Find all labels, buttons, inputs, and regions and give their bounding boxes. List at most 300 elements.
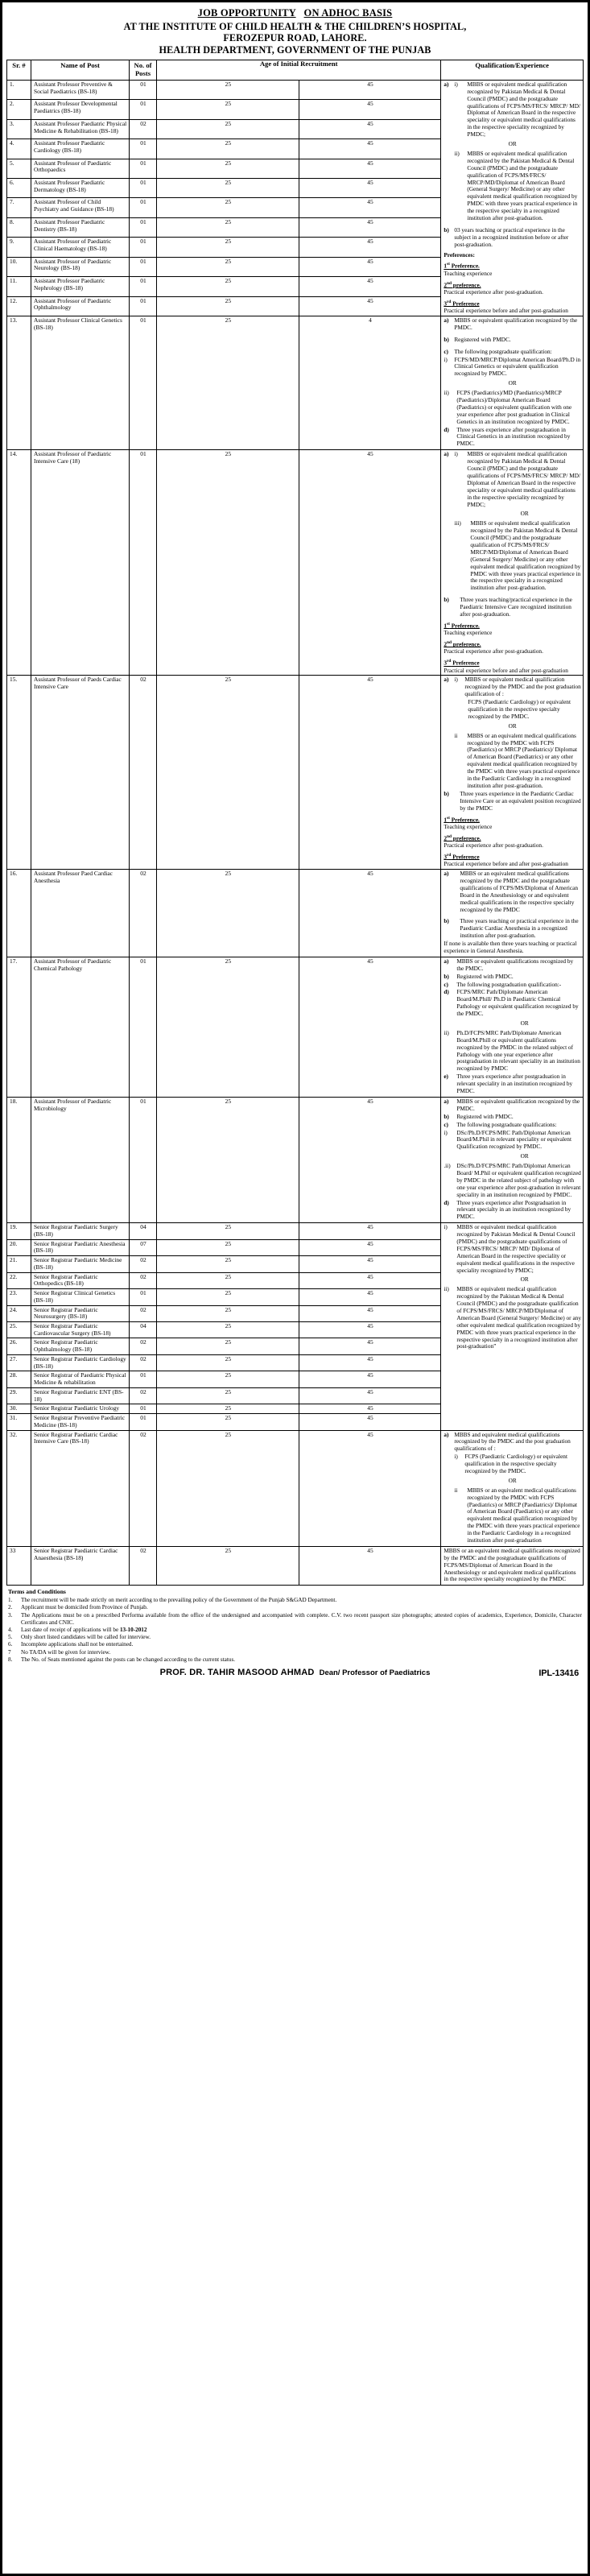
qual-pcicu-i [444,676,581,698]
row-post-name: Assistant Professor Developmental Paediatrics (BS-18) [31,100,130,119]
terms-item [8,1597,582,1604]
qualification-block-sr-cardiac-anesthesia [444,1548,581,1583]
row-posts: 02 [130,1546,157,1585]
row-posts: 01 [130,1097,157,1222]
row-post-name: Senior Registrar Paediatric Neurosurgery (BS-18) [31,1305,130,1321]
marker-b: b) [444,917,449,925]
qual-cg-d-text: Three years experience after postgraduation in Clinical Genetics in an institution recognized by PMDC. [456,425,571,448]
row-age-min: 25 [157,1546,299,1585]
pref1-rest: Preference. [449,815,480,823]
qual-mb-ii-text: DSc/Ph.D/FCPS/MRC Path/Diplomat American Board/ M.Phil or equivalent qualification recognized by PMDC in the related subject of pathology with one year experience after post-graduation in relevant speciality in an institution recognized by PMDC. [456,1162,581,1198]
qual-mb-c-text: The following postgraduate qualifications: [456,1120,557,1128]
qual-a-or: OR [508,140,517,148]
row-sr: 27. [7,1354,31,1371]
row-sr: 31. [7,1414,31,1430]
row-posts: 02 [130,870,157,957]
marker-a: a) [444,957,449,965]
qual-picu-iii [444,520,581,592]
qual-mb-a [444,1098,581,1113]
preference-2 [444,834,581,850]
pref1-sup: st [446,621,450,626]
qual-pcicu-b [444,791,581,812]
terms-item-text: Applicant must be domiciled from Province of Punjab. [21,1604,148,1611]
preference-3-text: Practical experience before and after post-graduation [444,860,568,868]
row-post-name: Assistant Professor Paed Cardiac Anesthesia [31,870,130,957]
row-age-min: 25 [157,1404,299,1414]
row-post-name: Assistant Professor of Paediatric Clinical Haematology (BS-18) [31,238,130,257]
row-age-min: 25 [157,159,299,178]
row-post-name: Assistant Professor of Paediatric Microbiology [31,1097,130,1222]
qual-srci-i [444,1453,581,1475]
row-posts: 01 [130,217,157,237]
row-posts: 02 [130,676,157,870]
pref2-sup: nd [446,280,452,286]
qualification-block-a [444,81,581,315]
marker-ii: ii) [444,1028,449,1036]
row-age-min: 25 [157,1354,299,1371]
row-sr: 6. [7,179,31,198]
terms-item-number: 4. [8,1626,13,1633]
marker-i: i) [454,1453,458,1461]
row-age-max: 45 [299,296,441,316]
preference-3 [444,300,581,315]
terms-item-number: 6. [8,1641,13,1648]
marker-a: a) [444,1430,449,1438]
row-age-min: 25 [157,277,299,296]
row-post-name: Senior Registrar Paediatric Cardiology (BS-18) [31,1354,130,1371]
marker-c: c) [444,347,448,355]
row-post-name: Assistant Professor of Paediatric Orthopaedics [31,159,130,178]
table-row [7,450,584,676]
marker-b: b) [444,1112,449,1120]
qual-srci-a-text: MBBS and equivalent medical qualifications recognized by the PMDC and the post graduation qualifications of : [454,1430,571,1453]
col-header-age-label: Age of Initial Recruitment [259,60,338,68]
pref1-num: 1 [444,815,447,823]
col-header-qualification: Qualification/Experience [441,60,584,81]
qualification-block-senior-registrar [444,1224,581,1350]
row-post-name: Senior Registrar Paediatric Surgery (BS-18) [31,1223,130,1239]
marker-b: b) [444,335,449,343]
qual-pcicu-i-text2: FCPS (Paediatric Cardiology) or equivalent qualification in the respective specialty recognized by the PMDC. [468,698,571,720]
table-row [7,80,584,99]
row-sr: 28. [7,1371,31,1387]
terms-item [8,1627,582,1634]
marker-i: i) [454,450,458,458]
row-posts: 01 [130,957,157,1097]
marker-a: a) [444,1097,449,1105]
terms-item-number: 2. [8,1604,13,1611]
row-posts: 02 [130,1272,157,1288]
qual-cg-b-text: Registered with PMDC. [454,335,511,343]
col-header-age [157,60,441,81]
row-post-name: Assistant Professor Clinical Genetics (BS-18) [31,316,130,450]
row-age-max: 45 [299,1430,441,1546]
row-age-min: 25 [157,1430,299,1546]
row-sr: 15. [7,676,31,870]
col-header-sr: Sr. # [7,60,31,81]
terms-item-text: Last date of receipt of applications will be [21,1626,120,1633]
row-post-name: Assistant Professor Paediatric Dermatology (BS-18) [31,179,130,198]
preference-3-text: Practical experience before and after post-graduation [444,307,568,315]
row-sr: 14. [7,450,31,676]
row-age-min: 25 [157,1272,299,1288]
terms-title: Terms and Conditions [8,1588,66,1596]
row-age-max: 45 [299,1387,441,1404]
pref3-sup: rd [446,299,452,304]
row-age-min: 25 [157,179,299,198]
row-age-max: 45 [299,1546,441,1585]
qual-picu-iii-text: MBBS or equivalent medical qualification recognized by the Pakistan Medical & Dental Council (PMDC) and the postgraduate qualification of FCPS/MS/FRCS/ MRCP/MD/Diplomat of American Board (General Surgery/ Medicine) or any other equivalent medical qualification recognized by PMDC with three years practical experience in the respective specialty in a recognized institution after post-graduation. [470,519,581,592]
pref3-num: 3 [444,659,447,667]
row-posts: 04 [130,1322,157,1338]
row-age-min: 25 [157,1239,299,1255]
table-body [7,80,584,1585]
reference-code: IPL-13416 [538,1668,579,1679]
row-age-min: 25 [157,257,299,276]
qual-picu-i [444,451,581,508]
row-sr: 11. [7,277,31,296]
row-sr: 13. [7,316,31,450]
row-age-min: 25 [157,198,299,217]
terms-item-text: Incomplete applications shall not be entertained. [21,1641,134,1648]
row-age-max: 45 [299,1371,441,1387]
marker-i: i) [444,355,448,363]
qual-mb-or: OR [520,1152,529,1160]
row-age-max: 45 [299,217,441,237]
qualification-block-paeds-cardiac-icu [444,676,581,868]
row-post-name: Assistant Professor of Paediatric Chemical Pathology [31,957,130,1097]
pref2-rest: preference. [451,640,481,648]
qual-cp-b-text: Registered with PMDC. [456,972,514,980]
qual-pcicu-ii [444,733,581,790]
qual-cg-a-text: MBBS or equivalent qualification recognized by the PMDC. [454,316,578,331]
row-age-min: 25 [157,1223,299,1239]
terms-and-conditions [6,1588,584,1664]
terms-item-text-wrap [21,1627,582,1634]
preference-2-text: Practical experience after post-graduation. [444,841,543,850]
row-sr: 12. [7,296,31,316]
row-posts: 02 [130,119,157,139]
row-posts: 02 [130,1338,157,1354]
terms-item [8,1604,582,1611]
terms-item [8,1612,582,1627]
preference-1 [444,816,581,831]
qual-picu-or: OR [520,510,529,518]
row-sr: 25. [7,1322,31,1338]
qual-cp-or: OR [520,1019,529,1028]
qual-srci-or: OR [508,1476,517,1484]
terms-item-text: Only short listed candidates will be called for interview. [21,1634,151,1641]
row-age-max: 45 [299,870,441,957]
qual-pcicu-ii-text: MBBS or an equivalent medical qualifications recognized by the PMDC with FCPS (Paediatrics) or MRCP (Paediatrics)/ Diplomat of American Board (Paediatrics) or any other equivalent medical qualification recognized by the PMDC with three years practical experience in the Paediatric Cardiology in a recognized institution after post-graduation. [467,731,580,789]
qualification-cell-picu [441,450,584,676]
qualification-cell-chemical-pathology [441,957,584,1097]
row-posts: 02 [130,1354,157,1371]
qual-mb-i-text: DSc/Ph.D/FCPS/MRC Path/Diplomat American Board/M.Phil in relevant speciality or equivalent Qualification recognized by PMDC. [456,1128,571,1151]
terms-item-number: 5. [8,1634,13,1641]
row-sr: 5. [7,159,31,178]
row-age-min: 25 [157,119,299,139]
row-age-min: 25 [157,676,299,870]
row-posts: 01 [130,198,157,217]
pref1-num: 1 [444,262,447,270]
preference-1-text: Teaching experience [444,269,493,277]
row-sr: 18. [7,1097,31,1222]
row-posts: 01 [130,257,157,276]
row-posts: 02 [130,1256,157,1272]
row-sr: 26. [7,1338,31,1354]
table-row [7,676,584,870]
qual-ca-a-text: MBBS or an equivalent medical qualifications recognized by the PMDC and the postgraduate qualifications of FCPS/MS/Diplomat of American Board in the Anesthesiology or and equivalent medical qualifications in the respective specialty recognized by the PMDC [460,870,579,913]
row-sr: 8. [7,217,31,237]
row-posts: 01 [130,159,157,178]
preference-2 [444,281,581,296]
row-post-name: Senior Registrar Paediatric Anesthesia (BS-18) [31,1239,130,1255]
marker-c: c) [444,1120,448,1128]
qual-sr-ii-text: MBBS or equivalent medical qualification recognized by the Pakistan Medical & Dental Council (PMDC) and the postgraduate qualification of FCPS/MS/FRCS/ MRCP/MD/Diplomat of American Board (General Surgery/ Medicine) or any other equivalent medical qualification recognized by PMDC with three years practical experience in the respective specialty in a recognized institution after post-graduation” [456,1285,581,1350]
row-post-name: Assistant Professor Paediatric Nephrology (BS-18) [31,277,130,296]
table-header-row [7,60,584,81]
row-sr: 4. [7,139,31,159]
table-row [7,870,584,957]
signature-line [6,1668,584,1679]
col-header-name: Name of Post [31,60,130,81]
row-post-name: Senior Registrar Paediatric Ophthalmology (BS-18) [31,1338,130,1354]
marker-d: d) [444,425,449,433]
row-age-max: 4 [299,316,441,450]
row-post-name: Senior Registrar Preventive Paediatric Medicine (BS-18) [31,1414,130,1430]
row-posts: 01 [130,1371,157,1387]
row-age-min: 25 [157,1097,299,1222]
qual-cp-ii [444,1030,581,1073]
pref1-rest: Preference. [449,262,480,270]
row-posts: 01 [130,1414,157,1430]
qualification-block-clinical-genetics [444,317,581,448]
qualification-block-cardiac-anesthesia [444,870,581,955]
terms-item [8,1656,582,1664]
row-age-min: 25 [157,217,299,237]
signatory-role: Dean/ Professor of Paediatrics [319,1668,431,1678]
qual-sr-i-text: MBBS or equivalent medical qualification recognized by Pakistan Medical & Dental Council (PMDC) and the postgraduate qualifications of FCPS/MS/FRCS/ MRCP/ MD/ Diplomat of American Board in the respective speciality or equivalent medical qualifications in the respective speciality recognized by PMDC; [456,1223,576,1274]
title-part-2: ON ADHOC BASIS [303,7,393,19]
row-age-max: 45 [299,450,441,676]
qual-cp-e [444,1073,581,1095]
preference-3-text: Practical experience before and after post-graduation [444,666,568,674]
qual-picu-b [444,597,581,618]
qual-cp-e-text: Three years experience after postgraduation in relevant speciality in an institution recognized by PMDC. [456,1073,573,1095]
preference-1-text: Teaching experience [444,822,493,830]
row-post-name: Assistant Professor of Paediatric Intensive Care (18) [31,450,130,676]
marker-a: a) [444,316,449,325]
row-post-name: Senior Registrar Paediatric Cardiac Intensive Care (BS-18) [31,1430,130,1546]
marker-ii: ii) [444,389,449,397]
preferences-heading: Preferences: [444,250,475,258]
qual-cp-d [444,989,581,1018]
preference-1-text: Teaching experience [444,629,493,637]
terms-item [8,1649,582,1656]
preference-3 [444,659,581,674]
marker-ii: ii) [444,1285,449,1293]
qualification-cell-microbiology [441,1097,584,1222]
row-sr: 10. [7,257,31,276]
document-header [6,6,584,58]
row-age-max: 45 [299,159,441,178]
qual-mb-c [444,1122,581,1129]
qualification-cell-senior-registrar [441,1223,584,1430]
preference-2-text: Practical experience after post-graduation. [444,647,543,655]
qual-picu-b-text: Three years teaching/practical experience in the Paediatric Intensive Care recognized institution after post-graduation. [460,596,572,618]
qual-sr-i [444,1224,581,1274]
row-age-min: 25 [157,1289,299,1305]
terms-item-text: The recruitment will be made strictly on merit according to the prevailing policy of the Government of the Punjab S&GAD Department. [21,1597,337,1604]
qual-pcicu-or: OR [508,722,517,730]
row-age-min: 25 [157,316,299,450]
row-sr: 2. [7,100,31,119]
row-post-name: Assistant Professor of Paediatric Ophthalmology [31,296,130,316]
department-line: HEALTH DEPARTMENT, GOVERNMENT OF THE PUNJAB [159,43,431,56]
row-posts: 01 [130,296,157,316]
row-age-min: 25 [157,870,299,957]
row-age-min: 25 [157,139,299,159]
marker-b: b) [444,225,449,234]
row-age-max: 45 [299,1338,441,1354]
row-post-name: Senior Registrar of Paediatric Physical Medicine & rehabilitation [31,1371,130,1387]
terms-item-text: The No. of Seats mentioned against the posts can be changed according to the current status. [21,1656,236,1663]
row-age-min: 25 [157,1322,299,1338]
pref2-num: 2 [444,281,447,289]
qual-cp-b [444,974,581,981]
row-sr: 23. [7,1289,31,1305]
qual-sr-ii [444,1286,581,1350]
row-age-min: 25 [157,80,299,99]
qual-a-b-text: 03 years teaching or practical experience in the subject in a recognized institution before or after post-graduation. [454,225,569,248]
qual-a-i [444,81,581,139]
row-post-name: Assistant Professor Paediatric Physical Medicine & Rehabilitation (BS-18) [31,119,130,139]
row-age-min: 25 [157,1387,299,1404]
address-line: FEROZEPUR ROAD, LAHORE. [223,32,367,44]
qual-mb-i [444,1130,581,1152]
terms-item [8,1634,582,1641]
row-age-min: 25 [157,238,299,257]
marker-ii: ii [454,1486,458,1494]
pref2-sup: nd [446,833,452,839]
qual-cg-i [444,357,581,378]
qual-srci-a [444,1432,581,1453]
qual-cp-c-text: The following postgraduation qualification:- [456,980,562,988]
row-posts: 01 [130,139,157,159]
institute-line: AT THE INSTITUTE OF CHILD HEALTH & THE CHILDREN’S HOSPITAL, [123,21,467,32]
marker-i: i) [454,676,458,684]
pref2-num: 2 [444,640,447,648]
row-age-max: 45 [299,198,441,217]
qual-cp-a [444,958,581,973]
terms-item [8,1641,582,1648]
row-age-min: 25 [157,296,299,316]
row-age-max: 45 [299,119,441,139]
qual-cp-d-text: FCPS/MRC Path/Diplomate American Board/M.Phill/ Ph.D in Paediatric Chemical Pathology or equivalent qualification recognized by the PMDC. [456,988,579,1018]
qual-sr-or: OR [520,1276,529,1284]
row-age-max: 45 [299,676,441,870]
row-sr: 16. [7,870,31,957]
row-sr: 29. [7,1387,31,1404]
qual-mb-b [444,1114,581,1121]
table-row [7,316,584,450]
qual-cg-a [444,317,581,332]
qual-srci-i-text: FCPS (Paediatric Cardiology) or equivalent qualification in the respective specialty recognized by the PMDC. [464,1453,567,1474]
row-post-name: Senior Registrar Paediatric ENT (BS-18) [31,1387,130,1404]
table-head [7,60,584,81]
qual-cp-a-text: MBBS or equivalent qualifications recognized by the PMDC. [456,957,574,972]
row-sr: 3. [7,119,31,139]
row-sr: 20. [7,1239,31,1255]
row-age-max: 45 [299,100,441,119]
qualification-block-chemical-pathology [444,958,581,1095]
marker-i: i) [454,80,458,88]
row-post-name: Senior Registrar Paediatric Cardiovascular Surgery (BS-18) [31,1322,130,1338]
marker-a: a) [444,870,449,878]
terms-item-number: 7 [8,1648,11,1656]
qual-cg-c [444,349,581,356]
row-post-name: Assistant Professor Paediatric Dentistry (BS-18) [31,217,130,237]
preference-2-text: Practical experience after post-graduation. [444,287,543,296]
row-posts: 01 [130,238,157,257]
title-part-1: JOB OPPORTUNITY [197,7,296,19]
row-age-min: 25 [157,450,299,676]
marker-iii: iii) [454,519,461,527]
row-age-max: 45 [299,1272,441,1288]
qual-mb-a-text: MBBS or equivalent qualification recognized by the PMDC. [456,1097,580,1112]
row-post-name: Assistant Professor Preventive & Social Paediatrics (BS-18) [31,80,130,99]
qualification-cell-sr-cardiac-anesthesia [441,1546,584,1585]
qual-a-i-text: MBBS or equivalent medical qualification recognized by Pakistan Medical & Dental Council (PMDC) and the postgraduate qualifications of FCPS/MS/FRCS/ MRCP/ MD/ Diplomat of American Board in the respective speciality or equivalent medical qualifications in the respective speciality recognized by PMDC; [467,80,581,139]
row-sr: 1. [7,80,31,99]
row-age-max: 45 [299,957,441,1097]
marker-b: b) [444,596,449,604]
row-sr: 17. [7,957,31,1097]
pref2-num: 2 [444,834,447,842]
row-sr: 7. [7,198,31,217]
preference-1 [444,622,581,637]
terms-item-number: 3. [8,1611,13,1619]
row-age-max: 45 [299,1223,441,1239]
pref3-rest: Preference [451,659,480,667]
row-sr: 9. [7,238,31,257]
row-age-max: 45 [299,277,441,296]
row-post-name: Senior Registrar Paediatric Cardiac Anaesthesia (BS-18) [31,1546,130,1585]
row-age-max: 45 [299,1289,441,1305]
marker-e: e) [444,1073,448,1081]
qualification-cell-paeds-cardiac-icu [441,676,584,870]
row-age-min: 25 [157,1338,299,1354]
row-posts: 01 [130,316,157,450]
row-age-min: 25 [157,1414,299,1430]
row-post-name: Senior Registrar Paediatric Urology [31,1404,130,1414]
qual-cg-i-text: FCPS/MD/MRCP/Diplomat American Board/Ph.D in Clinical Genetics or equivalent qualification recognized by PMDC. [454,355,581,378]
posts-table [6,60,584,1586]
qual-srci-ii-text: MBBS or an equivalent medical qualifications recognized by the PMDC with FCPS (Paediatrics) or MRCP (Paediatrics)/ Diplomat of American Board (Paediatrics) or any other equivalent medical qualification recognized by the PMDC with three years practical experience in the Paediatric Cardiology in a recognized institution after post-graduation [467,1486,580,1544]
marker-ii: ii) [454,149,460,157]
col-header-posts: No. of Posts [130,60,157,81]
row-post-name: Senior Registrar Paediatric Medicine (BS-18) [31,1256,130,1272]
row-age-max: 45 [299,257,441,276]
marker-b: b) [444,972,449,980]
row-age-max: 45 [299,139,441,159]
qualification-cell-cardiac-anesthesia [441,870,584,957]
preference-2 [444,640,581,655]
marker-i: i) [444,1128,448,1136]
marker-b: b) [444,789,449,797]
qual-a-ii [444,151,581,222]
